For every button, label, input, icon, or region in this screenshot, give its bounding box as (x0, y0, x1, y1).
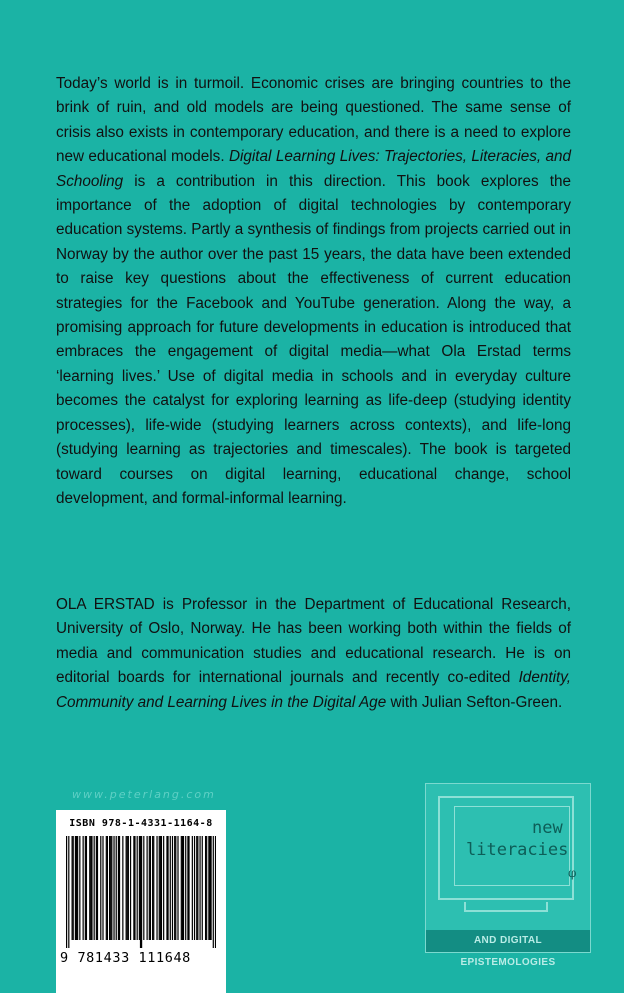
barcode-bar (208, 836, 209, 940)
barcode-bar (73, 836, 74, 940)
barcode-bar (68, 836, 69, 948)
barcode-bar (185, 836, 186, 940)
barcode-bar (116, 836, 117, 940)
barcode-bar (128, 836, 129, 940)
isbn-label: ISBN 978-1-4331-1164-8 (69, 818, 213, 829)
bio-text-start: OLA ERSTAD is Professor in the Department of Educational Research, University of Oslo, Norway. He has been working both within the fields of media and communication studies and educational research. He is on editorial boards for international journals and recently co-edited (56, 596, 571, 687)
barcode-bar (86, 836, 87, 940)
barcode-bar (149, 836, 150, 940)
barcode-bar (163, 836, 164, 940)
barcode-bar (197, 836, 198, 940)
barcode-bar (206, 836, 207, 940)
barcode-bar (150, 836, 151, 940)
series-subtitle-band: AND DIGITAL EPISTEMOLOGIES (426, 930, 590, 952)
barcode-bar (175, 836, 176, 940)
barcode-bar (147, 836, 148, 940)
barcode-bar (133, 836, 134, 940)
barcode-bar (177, 836, 178, 940)
series-mark: φ (568, 866, 577, 880)
barcode-bar (210, 836, 211, 940)
barcode-bar (182, 836, 183, 940)
barcode-bar (90, 836, 91, 940)
series-name-line1: new (532, 818, 563, 838)
barcode-bar (187, 836, 188, 940)
barcode-bar (75, 836, 76, 940)
barcode-bar (100, 836, 101, 940)
barcode-bar (170, 836, 171, 940)
barcode-bar (139, 836, 140, 940)
series-logo (425, 783, 591, 968)
isbn-barcode (56, 810, 226, 993)
barcode-bar (143, 836, 144, 940)
barcode-bar (174, 836, 175, 940)
barcode-bar (181, 836, 182, 940)
barcode-bar (137, 836, 138, 940)
series-name-line2: literacies (466, 840, 569, 860)
book-description (56, 72, 571, 511)
barcode-bar (159, 836, 160, 940)
barcode-bars (66, 836, 216, 948)
monitor-base (464, 902, 548, 912)
barcode-bar (161, 836, 162, 940)
barcode-bar (192, 836, 193, 940)
barcode-bar (172, 836, 173, 940)
barcode-bar (126, 836, 127, 940)
barcode-bar (91, 836, 92, 940)
barcode-bar (160, 836, 161, 940)
barcode-bar (215, 836, 216, 948)
barcode-bar (77, 836, 78, 940)
barcode-bar (118, 836, 119, 940)
barcode-bar (209, 836, 210, 940)
book-title: Digital Learning Lives: Trajectories, Literacies, and Schooling (56, 148, 572, 190)
description-text-start: Today’s world is in turmoil. Economic crises are bringing countries to the brink of ruin, and old models are being questioned. The same sense of crisis also exists in contemporary education, and there is a need to explore new educational models. (56, 75, 571, 166)
barcode-bar (213, 836, 214, 948)
barcode-bar (79, 836, 80, 940)
barcode-bar (111, 836, 112, 940)
barcode-bar (167, 836, 168, 940)
author-bio (56, 593, 571, 715)
barcode-bar (83, 836, 84, 940)
barcode-digits: 9 781433 111648 (60, 950, 191, 966)
barcode-bar (202, 836, 203, 940)
co-edited-book-title: Identity, Community and Learning Lives in the Digital Age (56, 669, 571, 711)
barcode-bar (199, 836, 200, 940)
description-text-end: is a contribution in this direction. This book explores the importance of the adoption of digital technologies by contemporary education systems. Partly a synthesis of findings from projects carried out in Norway by the author over the past 15 years, the data have been extended to raise key questions about the effectiveness of current education strategies for the Facebook and YouTube generation. Along the way, a promising approach for future developments in education is introduced that embraces the engagement of digital media—what Ola Erstad terms ‘learning lives.’ Use of digital media in schools and in everyday culture becomes the catalyst for exploring learning as life-deep (studying identity processes), life-wide (studying learners across contexts), and life-long (studying learning as trajectories and timescales). The book is targeted toward courses on digital learning, educational change, school development, and formal-informal learning. (56, 172, 571, 507)
barcode-bar (102, 836, 103, 940)
barcode-bar (153, 836, 154, 940)
barcode-bar (85, 836, 86, 940)
barcode-bar (127, 836, 128, 940)
barcode-bar (113, 836, 114, 940)
barcode-bar (205, 836, 206, 940)
computer-monitor-icon (438, 796, 577, 900)
barcode-bar (94, 836, 95, 940)
barcode-bar (122, 836, 123, 940)
barcode-bar (134, 836, 135, 940)
barcode-bar (107, 836, 108, 940)
barcode-bar (152, 836, 153, 940)
barcode-bar (119, 836, 120, 940)
barcode-bar (156, 836, 157, 940)
barcode-bar (130, 836, 131, 940)
barcode-bar (196, 836, 197, 940)
barcode-bar (72, 836, 73, 940)
barcode-bar (106, 836, 107, 940)
barcode-bar (110, 836, 111, 940)
barcode-bar (140, 836, 141, 948)
barcode-bar (188, 836, 189, 940)
barcode-bar (76, 836, 77, 940)
barcode-bar (89, 836, 90, 940)
barcode-bar (166, 836, 167, 940)
barcode-bar (194, 836, 195, 940)
bio-text-end: with Julian Sefton-Green. (386, 693, 563, 711)
barcode-bar (109, 836, 110, 940)
publisher-url: www.peterlang.com (72, 788, 216, 801)
barcode-bar (66, 836, 67, 948)
barcode-bar (141, 836, 142, 948)
barcode-bar (96, 836, 97, 940)
barcode-bar (183, 836, 184, 940)
barcode-bar (97, 836, 98, 940)
